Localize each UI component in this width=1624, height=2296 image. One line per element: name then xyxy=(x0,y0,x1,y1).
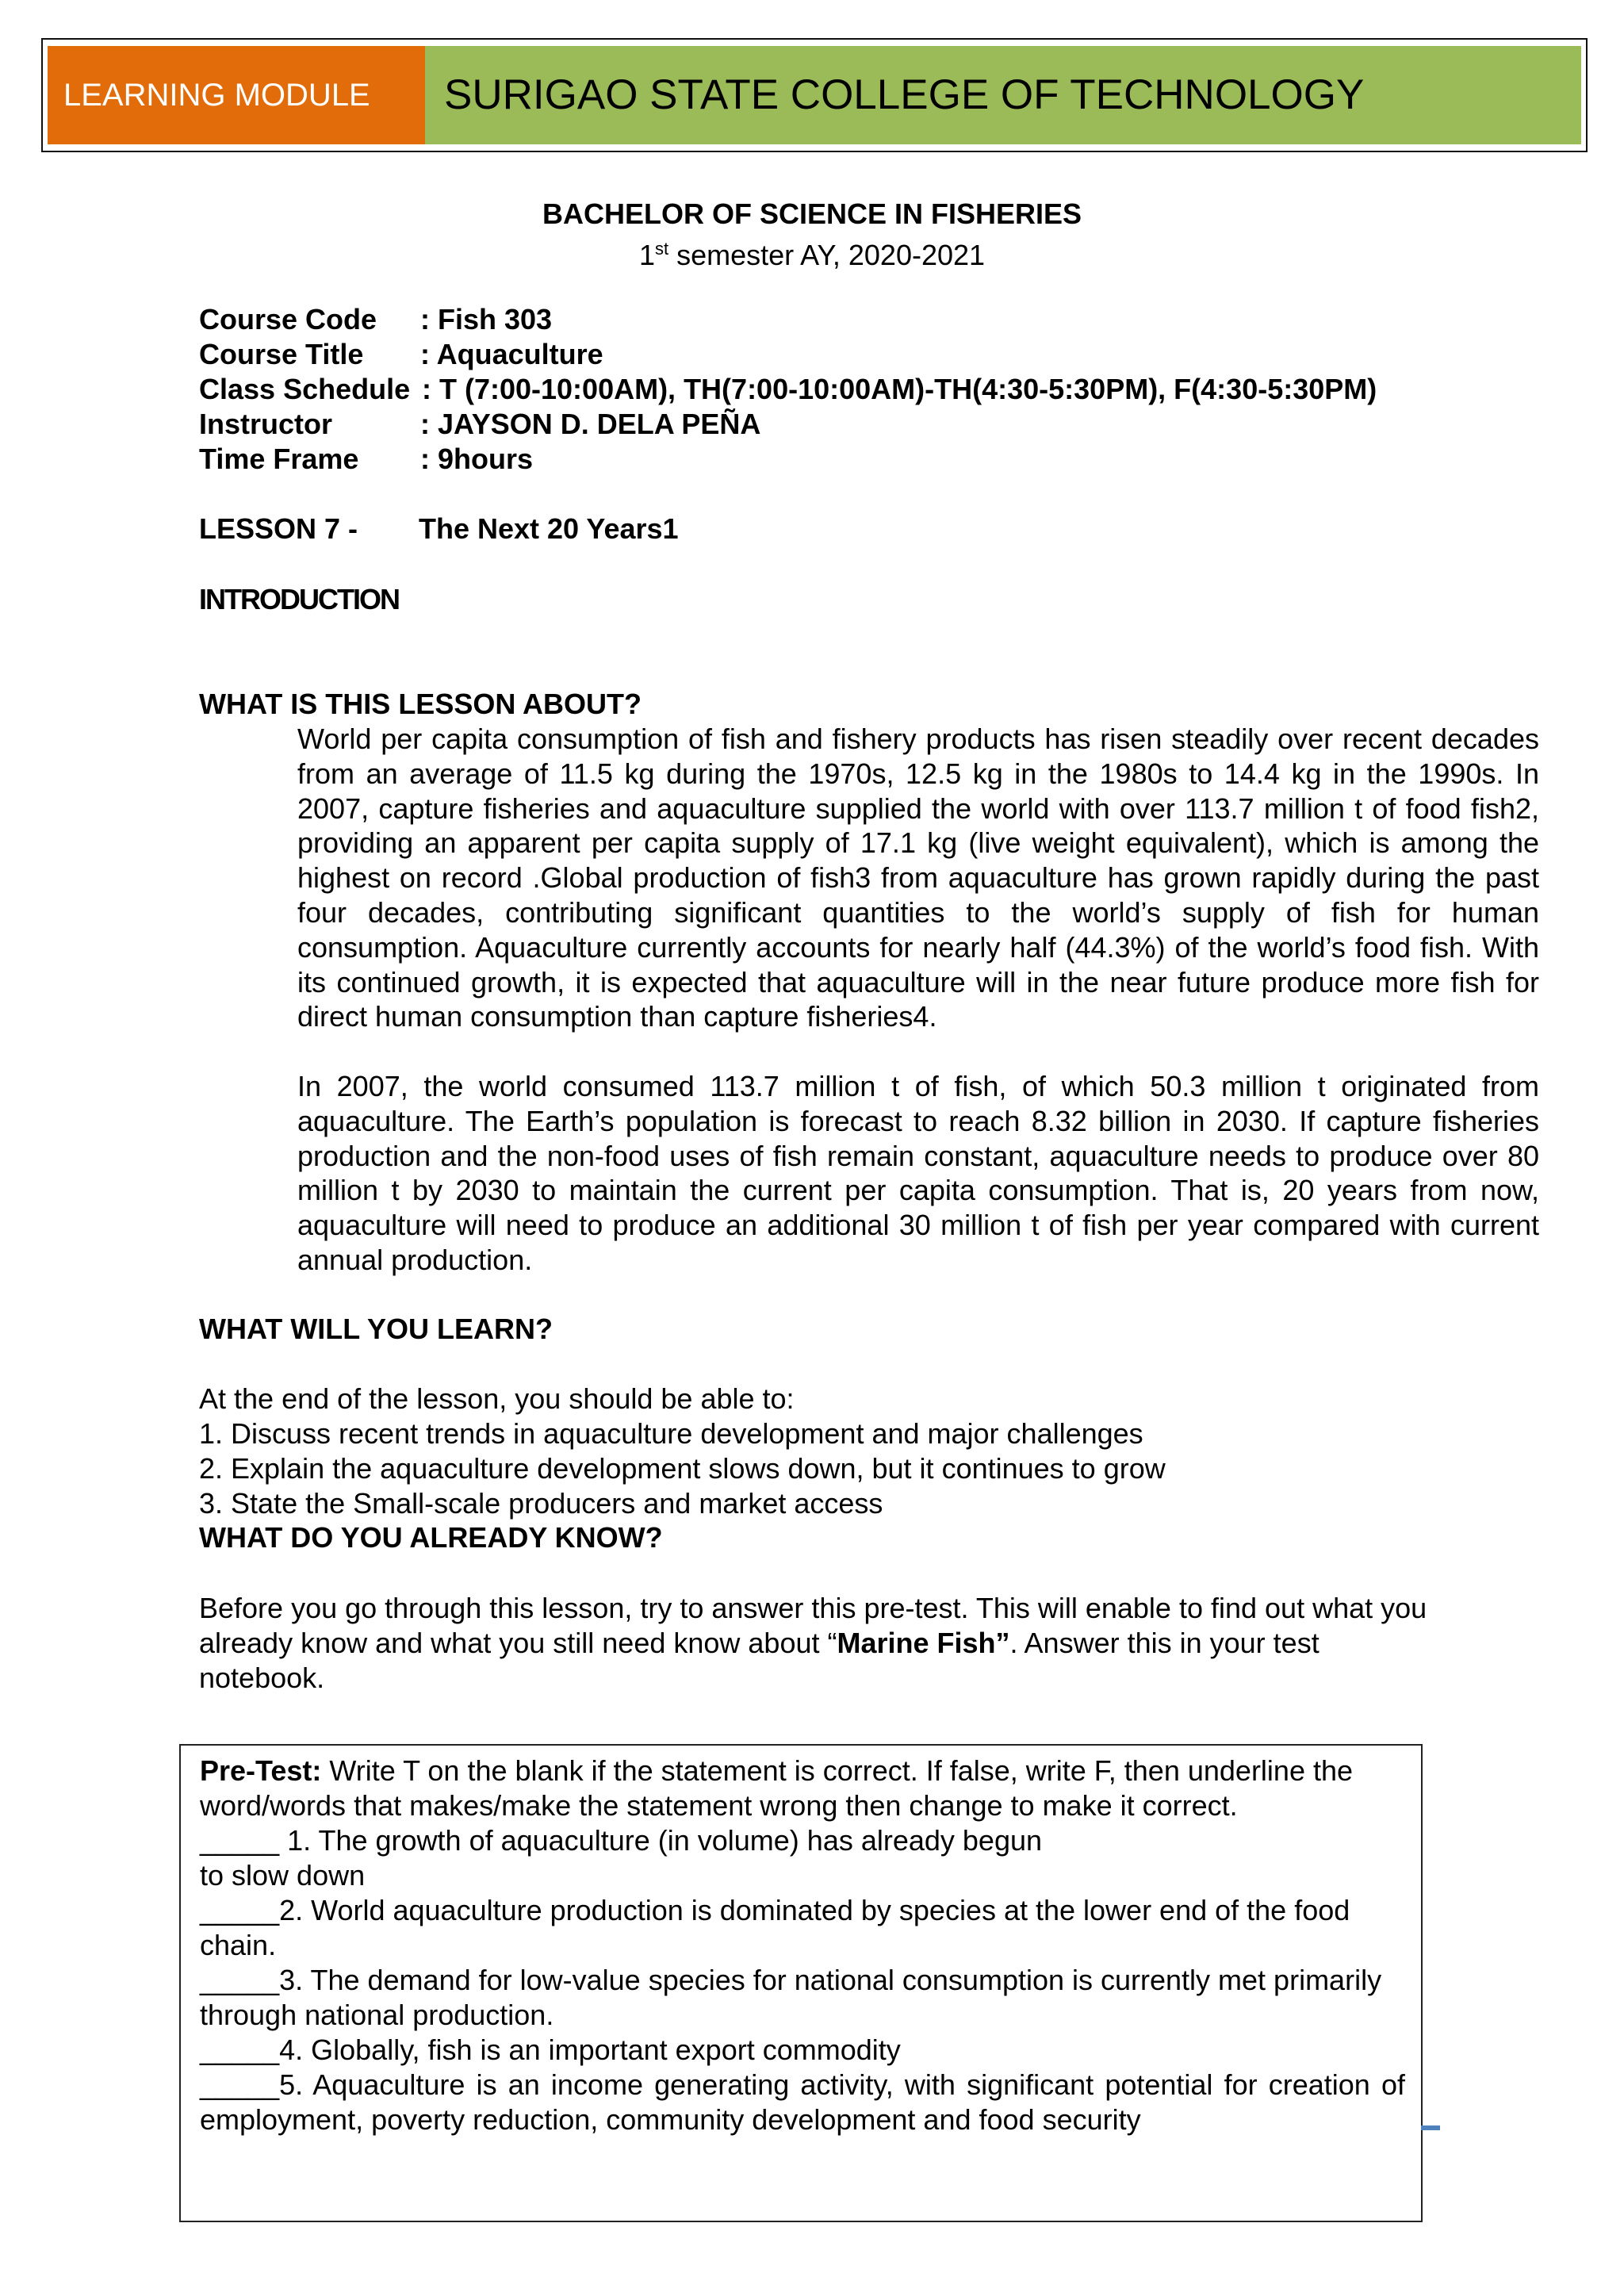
semester-text: semester AY, 2020-2021 xyxy=(668,239,986,271)
pretest-label: Pre-Test: xyxy=(200,1754,322,1787)
semester-suffix: st xyxy=(654,239,669,259)
pretest-item-3: _____3. The demand for low-value species for national consumption is currently met primarily through national production. xyxy=(200,1964,1382,2031)
pretest-item-4: _____4. Globally, fish is an important export commodity xyxy=(200,2033,901,2066)
learn-intro: At the end of the lesson, you should be able to: xyxy=(199,1382,795,1415)
learn-item: 1. Discuss recent trends in aquaculture development and major challenges xyxy=(199,1417,1143,1450)
marine-fish-emphasis: Marine Fish” xyxy=(837,1626,1010,1659)
class-schedule-value: : T (7:00-10:00AM), TH(7:00-10:00AM)-TH(4:30-5:30PM), F(4:30-5:30PM) xyxy=(422,373,1377,405)
learn-item: 3. State the Small-scale producers and market access xyxy=(199,1487,883,1520)
course-code-value: : Fish 303 xyxy=(420,303,553,335)
about-heading: WHAT IS THIS LESSON ABOUT? xyxy=(199,688,642,720)
know-text: Before you go through this lesson, try to answer this pre-test. This will enable to find out what you already know and what you still need know about “ xyxy=(199,1592,1427,1659)
program-title: BACHELOR OF SCIENCE IN FISHERIES xyxy=(542,197,1082,230)
pretest-item-1: _____ 1. The growth of aquaculture (in volume) has already begun xyxy=(200,1824,1043,1857)
learn-heading: WHAT WILL YOU LEARN? xyxy=(199,1313,553,1345)
semester-line xyxy=(0,232,1624,273)
instructor-label: Instructor xyxy=(199,408,333,440)
semester-number: 1 xyxy=(638,239,655,271)
know-heading: WHAT DO YOU ALREADY KNOW? xyxy=(199,1521,663,1554)
pretest-item-2: _____2. World aquaculture production is dominated by species at the lower end of the food chain. xyxy=(200,1894,1350,1961)
module-label: LEARNING MODULE xyxy=(48,46,425,144)
college-name: SURIGAO STATE COLLEGE OF TECHNOLOGY xyxy=(425,46,1581,144)
decorative-mark xyxy=(1421,2125,1440,2130)
lesson-title: The Next 20 Years1 xyxy=(419,512,679,545)
pretest-instruction-text: Write T on the blank if the statement is correct. If false, write F, then underline the word/words that makes/make the statement wrong then change to make it correct. xyxy=(200,1754,1354,1822)
instructor-value: : JAYSON D. DELA PEÑA xyxy=(420,408,761,440)
about-paragraph-2: In 2007, the world consumed 113.7 million t of fish, of which 50.3 million t originated from aquaculture. The Earth’s population is forecast to reach 8.32 billion in 2030. If capture fisheries production and the non-food uses of fish remain constant, aquaculture needs to produce over 80 million t by 2030 to maintain the current per capita consumption. That is, 20 years from now, aquaculture will need to produce an additional 30 million t of fish per year compared with current annual production. xyxy=(297,1070,1539,1276)
course-code-label: Course Code xyxy=(199,303,377,335)
learn-item: 2. Explain the aquaculture development slows down, but it continues to grow xyxy=(199,1452,1166,1485)
time-frame-label: Time Frame xyxy=(199,443,359,475)
know-paragraph xyxy=(199,1591,1441,1695)
course-title-value: : Aquaculture xyxy=(420,338,603,370)
lesson-number: LESSON 7 - xyxy=(199,512,358,545)
introduction-heading: INTRODUCTION xyxy=(199,583,399,615)
about-paragraph-1: World per capita consumption of fish and fishery products has risen steadily over recent decades from an average of 11.5 kg during the 1970s, 12.5 kg in the 1980s to 14.4 kg in the 1990s. In 2007, capture fisheries and aquaculture supplied the world with over 113.7 million t of food fish2, providing an apparent per capita supply of 17.1 kg (live weight equivalent), which is among the highest on record .Global production of fish3 from aquaculture has grown rapidly during the past four decades, contributing significant quantities to the world’s supply of fish for human consumption. Aquaculture currently accounts for nearly half (44.3%) of the world’s food fish. With its continued growth, it is expected that aquaculture will in the near future produce more fish for direct human consumption than capture fisheries4. xyxy=(297,723,1539,1033)
pretest-item-1-cont: to slow down xyxy=(200,1859,366,1892)
know-text-end: . Answer this in your test notebook. xyxy=(199,1626,1320,1694)
pretest-item-5: _____5. Aquaculture is an income generating activity, with significant potential for creation of employment, poverty reduction, community development and food security xyxy=(200,2068,1405,2136)
course-title-label: Course Title xyxy=(199,338,364,370)
class-schedule-label: Class Schedule xyxy=(199,373,411,405)
time-frame-value: : 9hours xyxy=(420,443,534,475)
pretest-instructions xyxy=(200,1754,1405,1823)
